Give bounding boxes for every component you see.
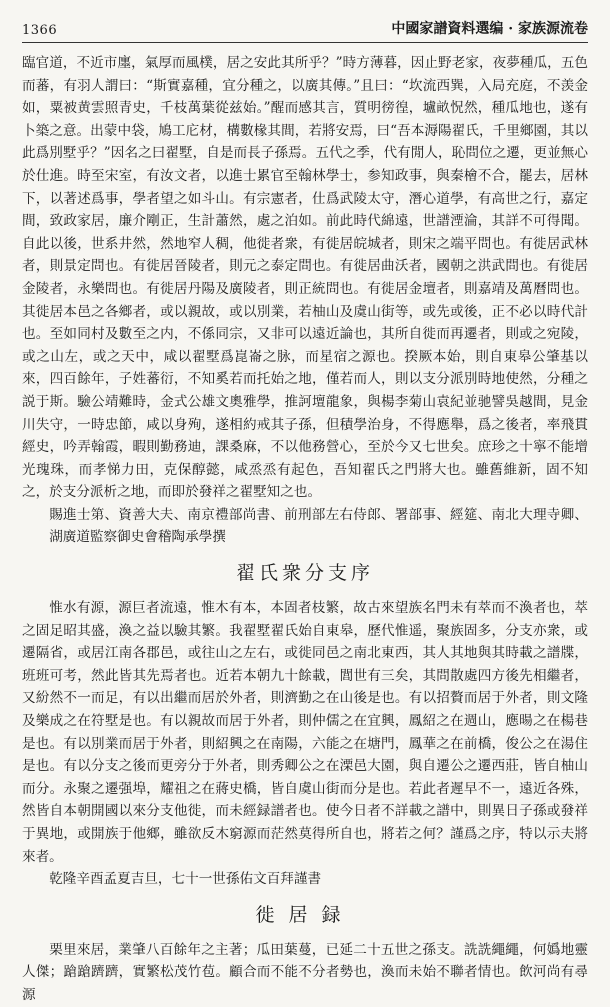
- section1-body: 臨官道，不近市廛，氣厚而風樸，居之安此其所乎？”時方薄暮，因止野老家，夜夢種瓜，五色而蕃，有羽人謂曰：“斯實嘉種，宜分種之，以廣其傳。”且曰：“坎流西巽，入局充庭，不羡金如，粟被黄雲照青史，千枝萬葉從兹始。”醒而感其言，質明徬徨，壚畝怳然，種瓜地也，遂有卜築之意。出蒙中袋，鳩工庀材，構數椽其間，若將安焉，曰“吾本溽陽翟氏，千里鄉園，其以此爲別墅乎？”因名之曰翟墅，自是而長子孫焉。五代之季，代有閒人，恥問位之遷，更並無心於仕進。時至宋室，有汝文者，以進士累官至翰林學士，参知政事，與秦檜不合，罷去，居林下，以著述爲事，學者望之如斗山。有宗憲者，仕爲武陵太守，潛心道學，有高世之行，嘉定間，致政家居，廉介剛正，生計蕭然，處之泊如。前此時代綿遠，世譜湮淪，其詳不可得聞。自此以後，世系井然，然地窄人稠，他徙者衆，有徙居皖城者，則宋之端平問也。有徙居武林者，則景定問也。有徙居晉陵者，則元之泰定問也。有徙居曲沃者，國朝之洪武問也。有徙居金陵者，永樂問也。有徙居丹陽及廣陵者，則正統問也。有徙居金壇者，則嘉靖及萬曆問也。其徙居本邑之各鄉者，或以親故，或以別業，若柚山及虞山街等，或先或後，正不必以時代計也。至如同村及數至之内，不係同宗，又非可以遠近論也，其所自徙而再遷者，則或之宛陵，或之山左，或之天中，咸以翟墅爲崑崙之脉，而星宿之源也。揆厥本始，則自東皋公肇基以來，四百餘年，子姓蕃衍，不知奚若而托始之地，僅若而人，則以支分派別時地使然，分種之説于斯。驗公靖難時，金式公雄文奧雅學，推訶壇龍象，與楊李菊山袁紀並驰譬吳越間，見金川失守，一時忠節，咸以身殉，遂相約戒其子孫，但積學治身，不得應舉，爲之後者，率飛貫經史，吟弄翰霞，暇則勤務迪，課桑麻，不以他務營心，至於今又七世矣。庶珍之十寧不能增光瑰珠，而孝悌力田，克保醇懿，咸烝烝有起色，吾知翟氏之門將大也。雖舊維新，固不知之，於支分派析之地，而即於發祥之翟墅知之也。: [22, 55, 588, 501]
- section3-title: 徙居録: [255, 903, 355, 926]
- section3-body: 栗里來居，業肇八百餘年之主著；瓜田葉蔓，已延二十五世之孫支。詵詵繩繩，何嬀地靈人傑；蹌蹌躋躋，實繁松茂竹苞。顧合而不能不分者勢也，渙而未始不聯者情也。飲河尚有尋源: [22, 941, 588, 1003]
- section2-body: 惟水有源，源巨者流遠，惟木有本，本固者枝繁，故古來望族名門未有萃而不渙者也，萃之固足昭其盛，渙之益以驗其繁。我翟墅翟氏始自東皋，歷代惟遥，聚族固多，分支亦衆，或遷隔省，或居江南各郡邑，或往山之左右，或徙同邑之南北東西，其人其地與其時載之譜牒，班班可考，然此皆其先焉者也。近若本朝九十餘載，閭世有三矣，其問散處四方後先相繼者，又紛然不一而足，有以出繼而居於外者，則濟勤之在山後是也。有以招贅而居于外者，則文隆及樂成之在符墅是也。有以親故而居于外者，則仲儒之在宜興，鳳紹之在週山，應暘之在楊巷是也。有以別業而居于外者，則紹興之在南陽，六能之在塘門，鳳華之在前橋，俊公之在湯住是也。有以分支之後而更旁分于外者，則秀卿公之在溧邑大園，與自遷公之遷西莊，皆自柚山而分。永聚之遷强埠，耀祖之在蔣史橋，皆自虞山街而分是也。若此者遲早不一，遠近各殊，然皆自本朝開國以來分支他徙，而未經録譜者也。使今日者不詳載之譜中，則異日子孫或發祥于異地，或開族于他鄉，雖欲反木窮源而茫然莫得所自也，將若之何？謹爲之序，特以示夫將來者。: [22, 600, 588, 865]
- section2-signature: 乾隆辛酉孟夏吉旦，七十一世孫佑文百拜謹書: [49, 871, 322, 888]
- page-header: [22, 12, 588, 43]
- page-body: [22, 52, 588, 1003]
- section1-signature: 賜進士第、資善大夫、南京禮部尚書、前刑部左右侍郎、署部事、經筵、南北大理寺卿、湖廣道監察御史會稽陶承學撰: [49, 506, 588, 546]
- running-head: 中國家譜資料選编 · 家族源流卷: [391, 21, 588, 37]
- section2-title: 翟氏衆分支序: [235, 562, 374, 585]
- page-number: 1366: [22, 23, 58, 38]
